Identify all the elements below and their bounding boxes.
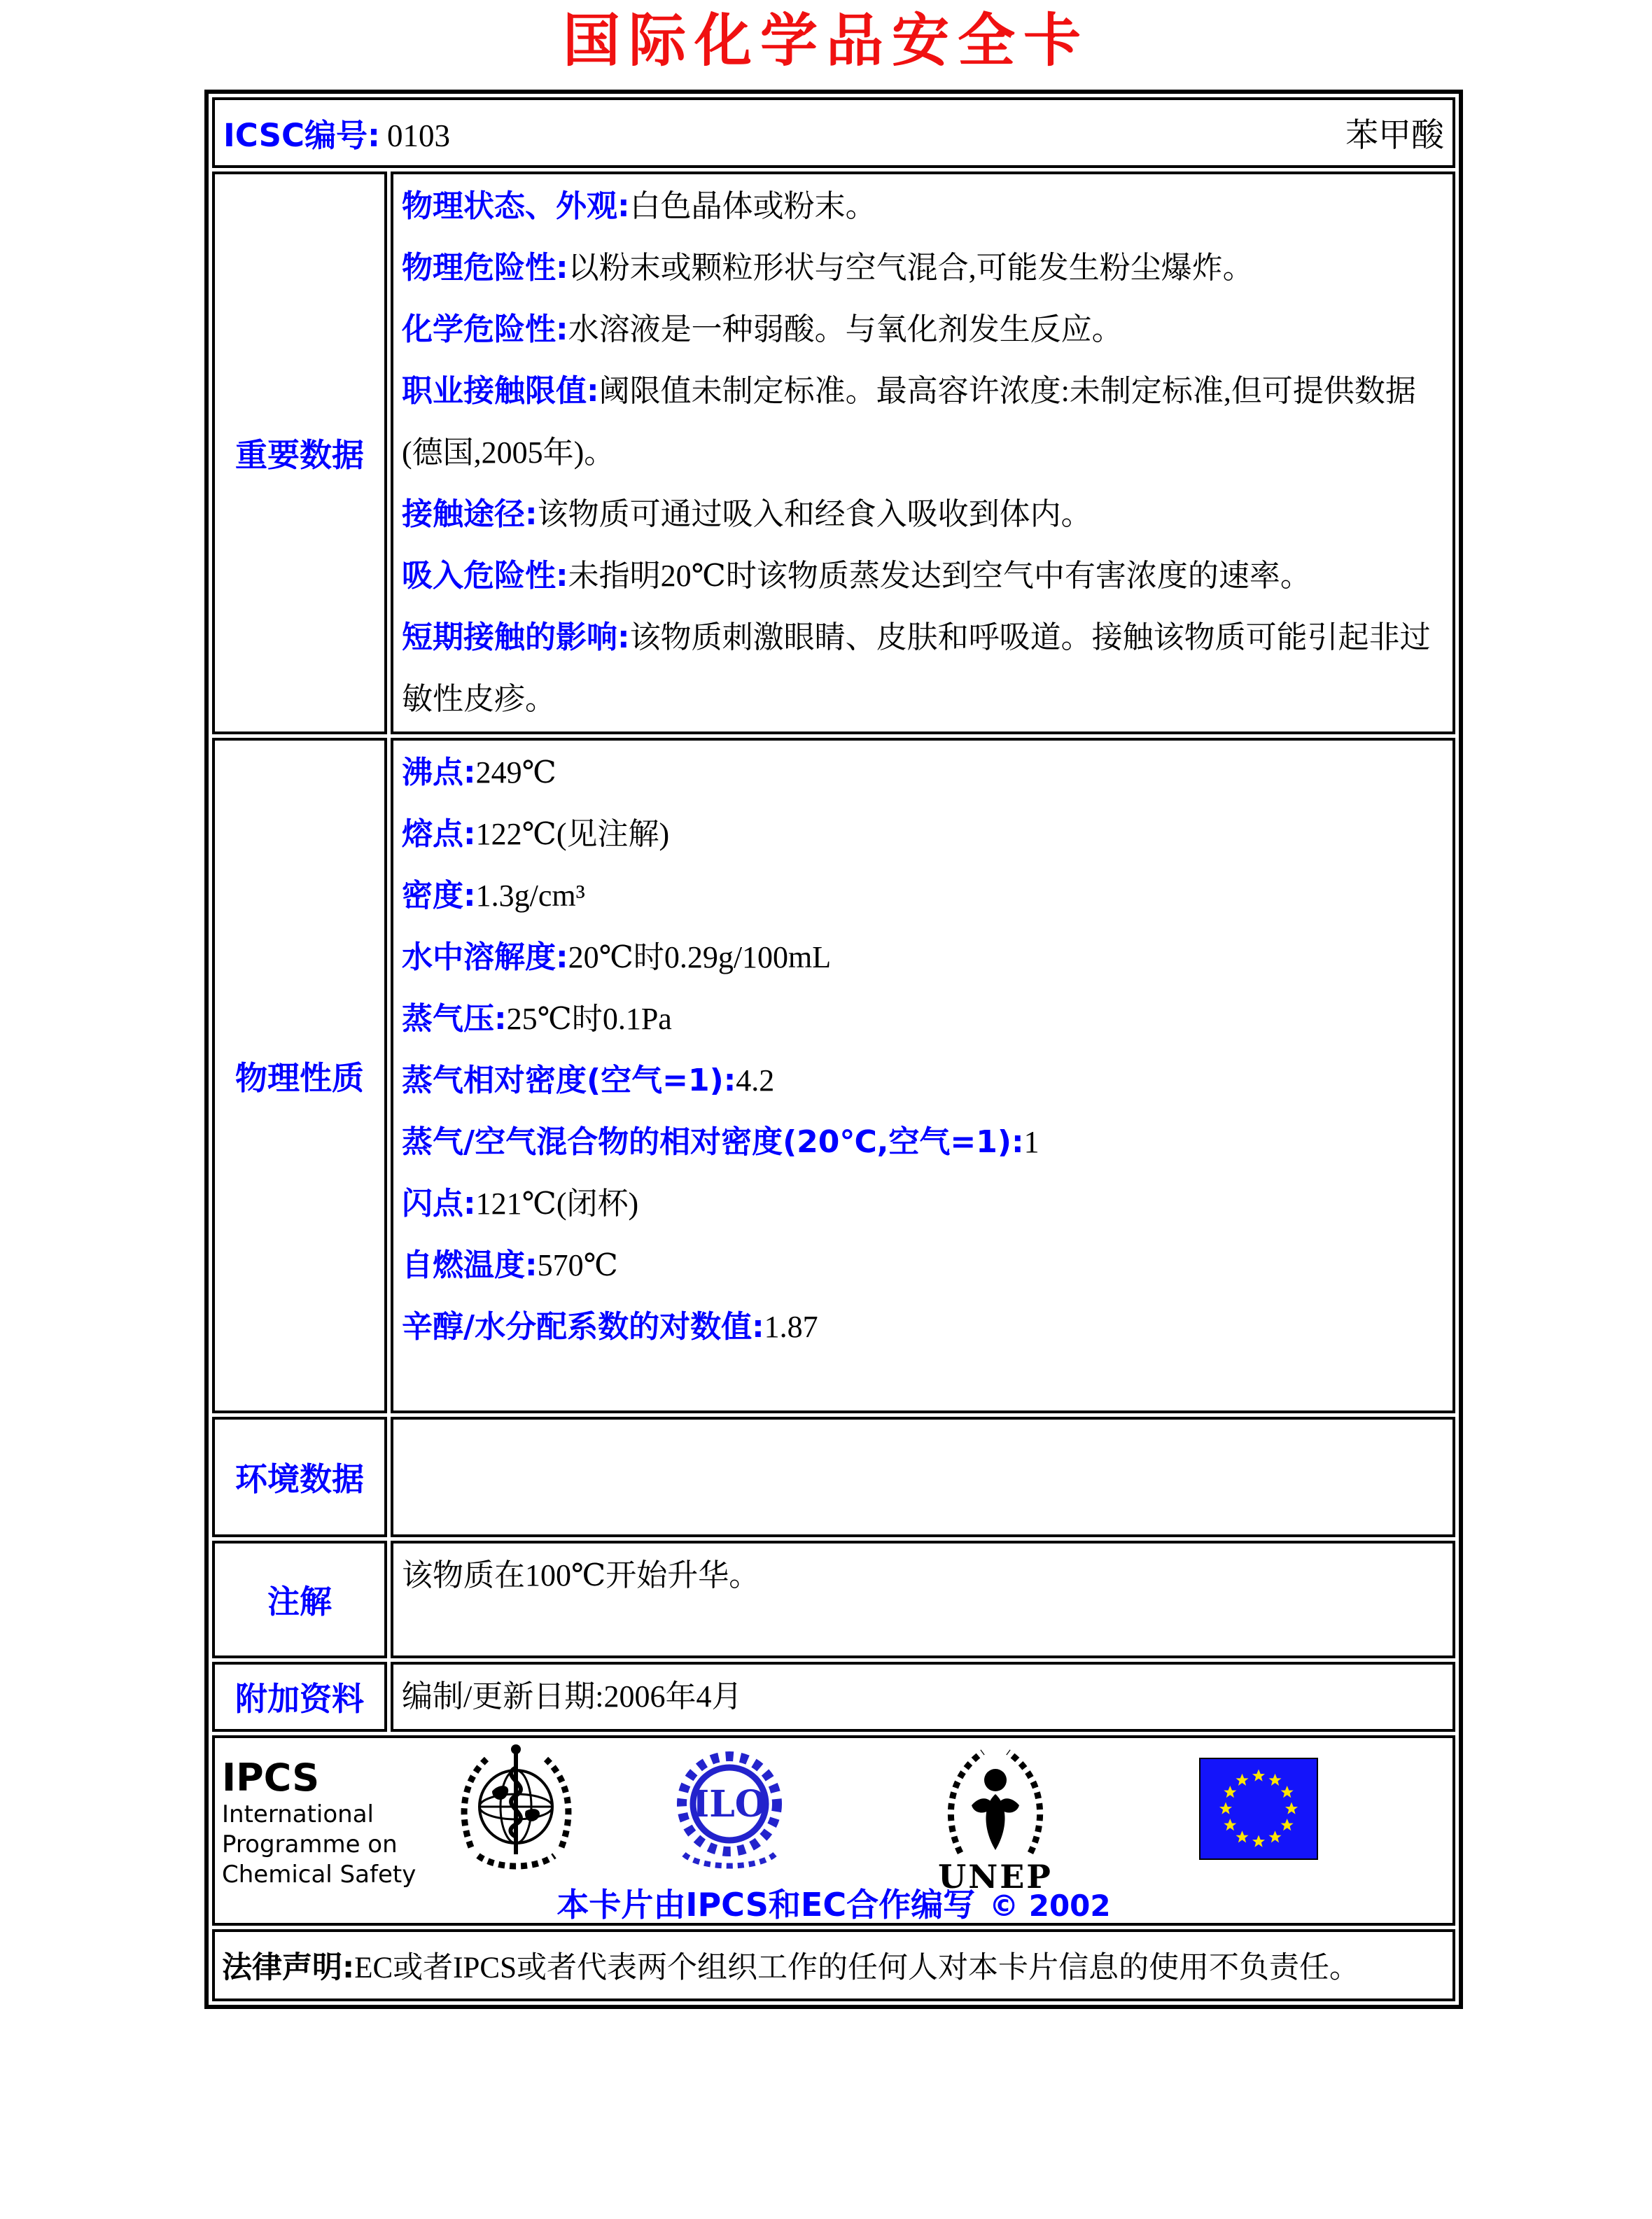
environmental-data-label: 环境数据	[212, 1417, 387, 1537]
important-data-row	[212, 172, 1455, 734]
field: 自燃温度:570℃	[402, 1247, 618, 1283]
page-title: 国际化学品安全卡	[562, 7, 1089, 74]
chemical-name: 苯甲酸	[1345, 118, 1444, 154]
field: 辛醇/水分配系数的对数值:1.87	[402, 1309, 818, 1345]
additional-info-label: 附加资料	[212, 1662, 387, 1732]
field: 物理状态、外观:白色晶体或粉末。	[402, 188, 876, 224]
field: 蒸气压:25℃时0.1Pa	[402, 1001, 672, 1037]
physical-properties-row	[212, 738, 1455, 1413]
unep-logo-icon	[939, 1740, 1051, 1860]
important-data-content	[391, 172, 1455, 734]
copyright-text: © 2002	[989, 1889, 1111, 1923]
icsc-number-label: ICSC编号:	[223, 117, 381, 154]
ilo-logo-icon	[670, 1741, 789, 1879]
ipcs-subtitle-line: International	[222, 1800, 374, 1828]
additional-info-row	[212, 1662, 1455, 1732]
field: 短期接触的影响:该物质刺激眼睛、皮肤和呼吸道。接触该物质可能引起非过敏性皮疹。	[402, 620, 1431, 716]
footer-cell	[212, 1735, 1455, 1926]
field: 吸入危险性:未指明20℃时该物质蒸发达到空气中有害浓度的速率。	[402, 558, 1311, 594]
icsc-number-value: 0103	[387, 118, 451, 153]
legal-text: EC或者IPCS或者代表两个组织工作的任何人对本卡片信息的使用不负责任。	[354, 1952, 1359, 1984]
additional-info-content: 编制/更新日期:2006年4月	[391, 1662, 1455, 1732]
field: 接触途径:该物质可通过吸入和经食入吸收到体内。	[402, 496, 1092, 532]
physical-properties-label: 物理性质	[212, 738, 387, 1413]
field: 闪点:121℃(闭杯)	[402, 1186, 639, 1222]
environmental-data-content	[391, 1417, 1455, 1537]
field: 熔点:122℃(见注解)	[402, 816, 670, 852]
field: 密度:1.3g/cm³	[402, 878, 585, 913]
header-cell	[212, 97, 1455, 168]
icsc-number-group	[223, 110, 450, 155]
eu-flag-icon	[1199, 1758, 1318, 1863]
credit-line	[215, 1879, 1452, 1926]
legal-cell	[212, 1929, 1455, 2001]
field: 蒸气/空气混合物的相对密度(20℃,空气=1):1	[402, 1124, 1040, 1160]
ipcs-logo-text	[222, 1756, 416, 1890]
physical-properties-content	[391, 738, 1455, 1413]
who-logo-icon	[458, 1741, 574, 1882]
header-row	[212, 97, 1455, 168]
field: 水中溶解度:20℃时0.29g/100mL	[402, 939, 832, 975]
environmental-data-row	[212, 1417, 1455, 1537]
ilo-logo-label: ILO	[692, 1783, 767, 1826]
credit-text: 本卡片由IPCS和EC合作编写	[556, 1886, 976, 1924]
important-data-label: 重要数据	[212, 172, 387, 734]
notes-content: 该物质在100℃开始升华。	[391, 1541, 1455, 1658]
legal-label: 法律声明:	[222, 1950, 355, 1985]
ipcs-title: IPCS	[222, 1756, 320, 1800]
legal-row	[212, 1929, 1455, 2001]
ipcs-subtitle-line: Chemical Safety	[222, 1861, 416, 1889]
unep-logo-label: UNEP	[938, 1858, 1053, 1896]
notes-row	[212, 1541, 1455, 1658]
field: 职业接触限值:阈限值未制定标准。最高容许浓度:未制定标准,但可提供数据(德国,2005年)。	[402, 373, 1416, 470]
unep-logo	[936, 1740, 1055, 1894]
notes-label: 注解	[212, 1541, 387, 1658]
field: 化学危险性:水溶液是一种弱酸。与氧化剂发生反应。	[402, 312, 1123, 347]
ipcs-subtitle-line: Programme on	[222, 1830, 398, 1858]
icsc-card-table	[204, 90, 1463, 2009]
footer-row	[212, 1735, 1455, 1926]
field: 蒸气相对密度(空气=1):4.2	[402, 1063, 775, 1098]
field: 沸点:249℃	[402, 755, 556, 790]
field: 物理危险性:以粉末或颗粒形状与空气混合,可能发生粉尘爆炸。	[402, 250, 1254, 286]
